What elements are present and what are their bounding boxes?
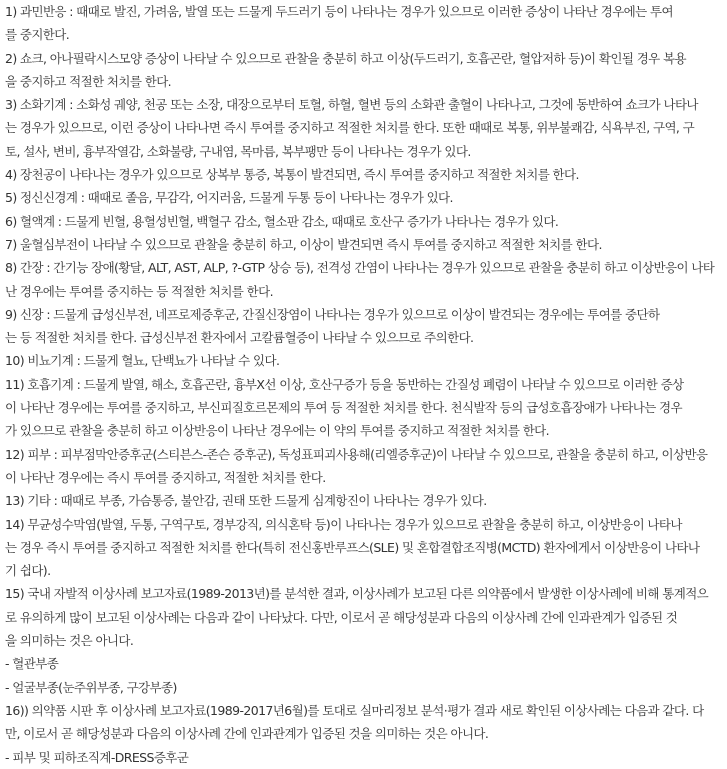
text-line: - 얼굴부종(눈주위부종, 구강부종) — [5, 679, 177, 695]
text-line: 는 등 적절한 처치를 한다. 급성신부전 환자에서 고칼륨혈증이 나타날 수 있으므로 주의한다. — [5, 330, 474, 346]
text-line: - 혈관부종 — [5, 656, 59, 672]
text-line: 을 의미하는 것은 아니다. — [5, 633, 134, 649]
text-line: 가 있으므로 관찰을 충분히 하고 이상반응이 나타난 경우에는 이 약의 투여를 중지하고 적절한 처치를 한다. — [5, 423, 550, 439]
text-line: 이 나타난 경우에는 즉시 투여를 중지하고, 적절한 처치를 한다. — [5, 469, 326, 485]
text-line: 1) 과민반응 : 때때로 발진, 가려움, 발열 또는 드물게 두드러기 등이 나타나는 경우가 있으므로 이러한 증상이 나타난 경우에는 투여 — [5, 4, 673, 19]
text-line: 2) 쇼크, 아나필락시스모양 증상이 나타날 수 있으므로 관찰을 충분히 하고 이상(두드러기, 호흡곤란, 혈압저하 등)이 확인될 경우 복용 — [5, 50, 686, 66]
text-line: 이 나타난 경우에는 투여를 중지하고, 부신피질호르몬제의 투여 등 적절한 처치를 한다. 천식발작 등의 급성호흡장애가 나타나는 경우 — [5, 400, 683, 416]
text-line: 9) 신장 : 드물게 급성신부전, 네프로제증후군, 간질신장염이 나타나는 경우가 있으므로 이상이 발견되는 경우에는 투여를 중단하 — [5, 306, 660, 322]
text-line: 14) 무균성수막염(발열, 두통, 구역구토, 경부강직, 의식혼탁 등)이 나타나는 경우가 있으므로 관찰을 충분히 하고, 이상반응이 나타나 — [5, 516, 682, 532]
text-line: - 피부 및 피하조직계-DRESS증후군 — [5, 749, 189, 765]
text-line: 15) 국내 자발적 이상사례 보고자료(1989-2013년)를 분석한 결과, 이상사례가 보고된 다른 의약품에서 발생한 이상사례에 비해 통계적으 — [5, 586, 709, 602]
text-line: 11) 호흡기계 : 드물게 발열, 해소, 호흡곤란, 흉부X선 이상, 호산구증가 등을 동반하는 간질성 폐렴이 나타날 수 있으므로 이러한 증상 — [5, 376, 684, 392]
text-line: 기 쉽다). — [5, 563, 51, 579]
text-line: 8) 간장 : 간기능 장애(황달, ALT, AST, ALP, ?-GTP 상승 등), 전격성 간염이 나타나는 경우가 있으므로 관찰을 충분히 하고 이상반응이 나타 — [5, 260, 715, 276]
text-line: 3) 소화기계 : 소화성 궤양, 천공 또는 소장, 대장으로부터 토혈, 하혈, 혈변 등의 소화관 출혈이 나타나고, 그것에 동반하여 쇼크가 나타나 — [5, 97, 698, 113]
text-line: 10) 비뇨기계 : 드물게 혈뇨, 단백뇨가 나타날 수 있다. — [5, 353, 280, 369]
text-line: 는 경우가 있으므로, 이런 증상이 나타나면 즉시 투여를 중지하고 적절한 처치를 한다. 또한 때때로 복통, 위부불쾌감, 식욕부진, 구역, 구 — [5, 120, 695, 136]
text-line: 12) 피부 : 피부점막안증후군(스티븐스-존슨 증후군), 독성표피괴사용해(리엘증후군)이 나타날 수 있으므로, 관찰을 충분히 하고, 이상반응 — [5, 446, 708, 462]
text-line: 16)) 의약품 시판 후 이상사례 보고자료(1989-2017년6월)를 토대로 실마리정보 분석·평가 결과 새로 확인된 이상사례는 다음과 같다. 다 — [5, 702, 704, 718]
text-line: 을 중지하고 적절한 처치를 한다. — [5, 73, 172, 89]
text-line: 는 경우 즉시 투여를 중지하고 적절한 처치를 한다(특히 전신홍반루프스(SLE) 및 혼합결합조직병(MCTD) 환자에게서 이상반응이 나타나 — [5, 539, 700, 555]
text-line: 로 유의하게 많이 보고된 이상사례는 다음과 같이 나타났다. 다만, 이로서 곧 해당성분과 다음의 이상사례 간에 인과관계가 입증된 것 — [5, 609, 678, 625]
text-line: 만, 이로서 곧 해당성분과 다음의 이상사례 간에 인과관계가 입증된 것을 의미하는 것은 아니다. — [5, 726, 489, 742]
text-line: 7) 울혈심부전이 나타날 수 있으므로 관찰을 충분히 하고, 이상이 발견되면 즉시 투여를 중지하고 적절한 처치를 한다. — [5, 236, 602, 252]
text-line: 토, 설사, 변비, 흉부작열감, 소화불량, 구내염, 목마름, 복부팽만 등이 나타나는 경우가 있다. — [5, 143, 471, 159]
text-line: 4) 장천공이 나타나는 경우가 있으므로 상복부 통증, 복통이 발견되면, 즉시 투여를 중지하고 적절한 처치를 한다. — [5, 167, 579, 183]
text-line: 5) 정신신경계 : 때때로 졸음, 무감각, 어지러움, 드물게 두통 등이 나타나는 경우가 있다. — [5, 190, 453, 206]
text-line: 6) 혈액계 : 드물게 빈혈, 용혈성빈혈, 백혈구 감소, 혈소판 감소, 때때로 호산구 증가가 나타나는 경우가 있다. — [5, 213, 559, 229]
text-line: 13) 기타 : 때때로 부종, 가슴통증, 불안감, 권태 또한 드물게 심계항진이 나타나는 경우가 있다. — [5, 493, 487, 509]
text-line: 난 경우에는 투여를 중지하는 등 적절한 처치를 한다. — [5, 283, 273, 299]
text-line: 를 중지한다. — [5, 27, 70, 43]
